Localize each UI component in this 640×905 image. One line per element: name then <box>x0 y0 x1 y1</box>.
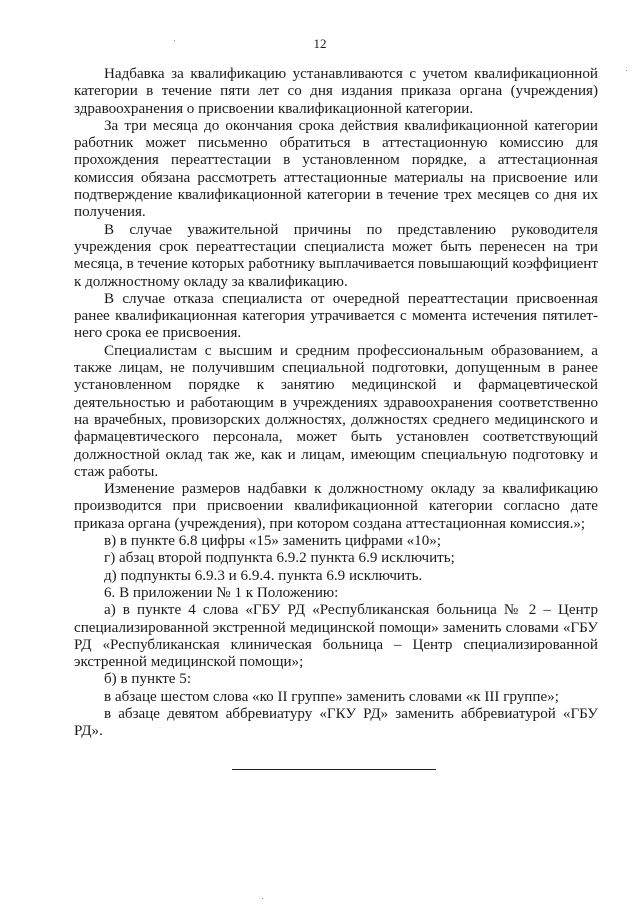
paragraph-refusal: В случае отказа специалиста от очередной переаттестации присвоенная ранее квалификационная категория утрачивается с момента истечения пятилетнего срока ее присвоения. <box>74 290 598 342</box>
list-item-a: а) в пункте 4 слова «ГБУ РД «Республиканская больница № 2 – Центр специализированной экстренной медицинской помощи» заменить словами «ГБУ РД «Республиканская клиническая больница – Центр специализированной экстренной медицинской помощи»; <box>74 602 598 671</box>
document-body <box>74 66 598 741</box>
scan-speck <box>262 898 263 899</box>
list-item-g: г) абзац второй подпункта 6.9.2 пункта 6.9 исключить; <box>104 550 455 567</box>
paragraph-qualification-bonus: Надбавка за квалификацию устанавливаются с учетом квалификационной категории в течение пяти лет со дня издания приказа органа (учреждения) здравоохранения о присвоении квалификационной категории. <box>74 66 598 117</box>
paragraph-recertification-request: За три месяца до окончания срока действия квалификационной категории работник может письменно обратиться в аттестационную комиссию для прохождения переаттестации в установленном порядке, а аттестационная комиссия обязана рассмотреть аттестационные материалы на присвоение или подтверждение квалификационной категории в течение трех месяцев со дня их получения. <box>74 117 598 221</box>
paragraph-recertification-postponement: В случае уважительной причины по представлению руководителя учреждения срок переаттестации специалиста может быть перенесен на три месяца, в течение которых работнику выплачивается повышающий коэффициент к должностному окладу за квалификацию. <box>74 221 598 290</box>
page-number: 12 <box>313 36 327 51</box>
section-6-heading: 6. В приложении № 1 к Положению: <box>104 584 339 601</box>
closing-rule <box>232 769 436 770</box>
paragraph-bonus-change: Изменение размеров надбавки к должностному окладу за квалификацию производится при присвоении квалификационной категории согласно дате приказа органа (учреждения), при котором создана аттестационная комиссия.»; <box>74 481 598 532</box>
list-item-d: д) подпункты 6.9.3 и 6.9.4. пункта 6.9 исключить. <box>104 567 423 584</box>
scan-speck <box>626 70 627 71</box>
sub-item-paragraph-nine: в абзаце девятом аббревиатуру «ГКУ РД» заменить аббревиатурой «ГБУ РД». <box>74 705 598 740</box>
paragraph-specialists: Специалистам с высшим и средним профессиональным образованием, а также лицам, не получившим специальной подготовки, допущенным в ранее установленном порядке к занятию медицинской и фармацевтической деятельностью и работающим в учреждениях здравоохранения соответственно на врачебных, провизорских должностях, должностях среднего медицинского и фармацевтического персонала, может быть установлен соответствующий должностной оклад так же, как и лицам, имеющим специальную подготовку и стаж работы. <box>74 342 598 480</box>
list-item-v: в) в пункте 6.8 цифры «15» заменить цифрами «10»; <box>104 533 442 550</box>
list-item-b: б) в пункте 5: <box>104 671 192 688</box>
sub-item-paragraph-six: в абзаце шестом слова «ко II группе» заменить словами «к III группе»; <box>104 688 559 705</box>
scan-speck <box>174 40 175 41</box>
